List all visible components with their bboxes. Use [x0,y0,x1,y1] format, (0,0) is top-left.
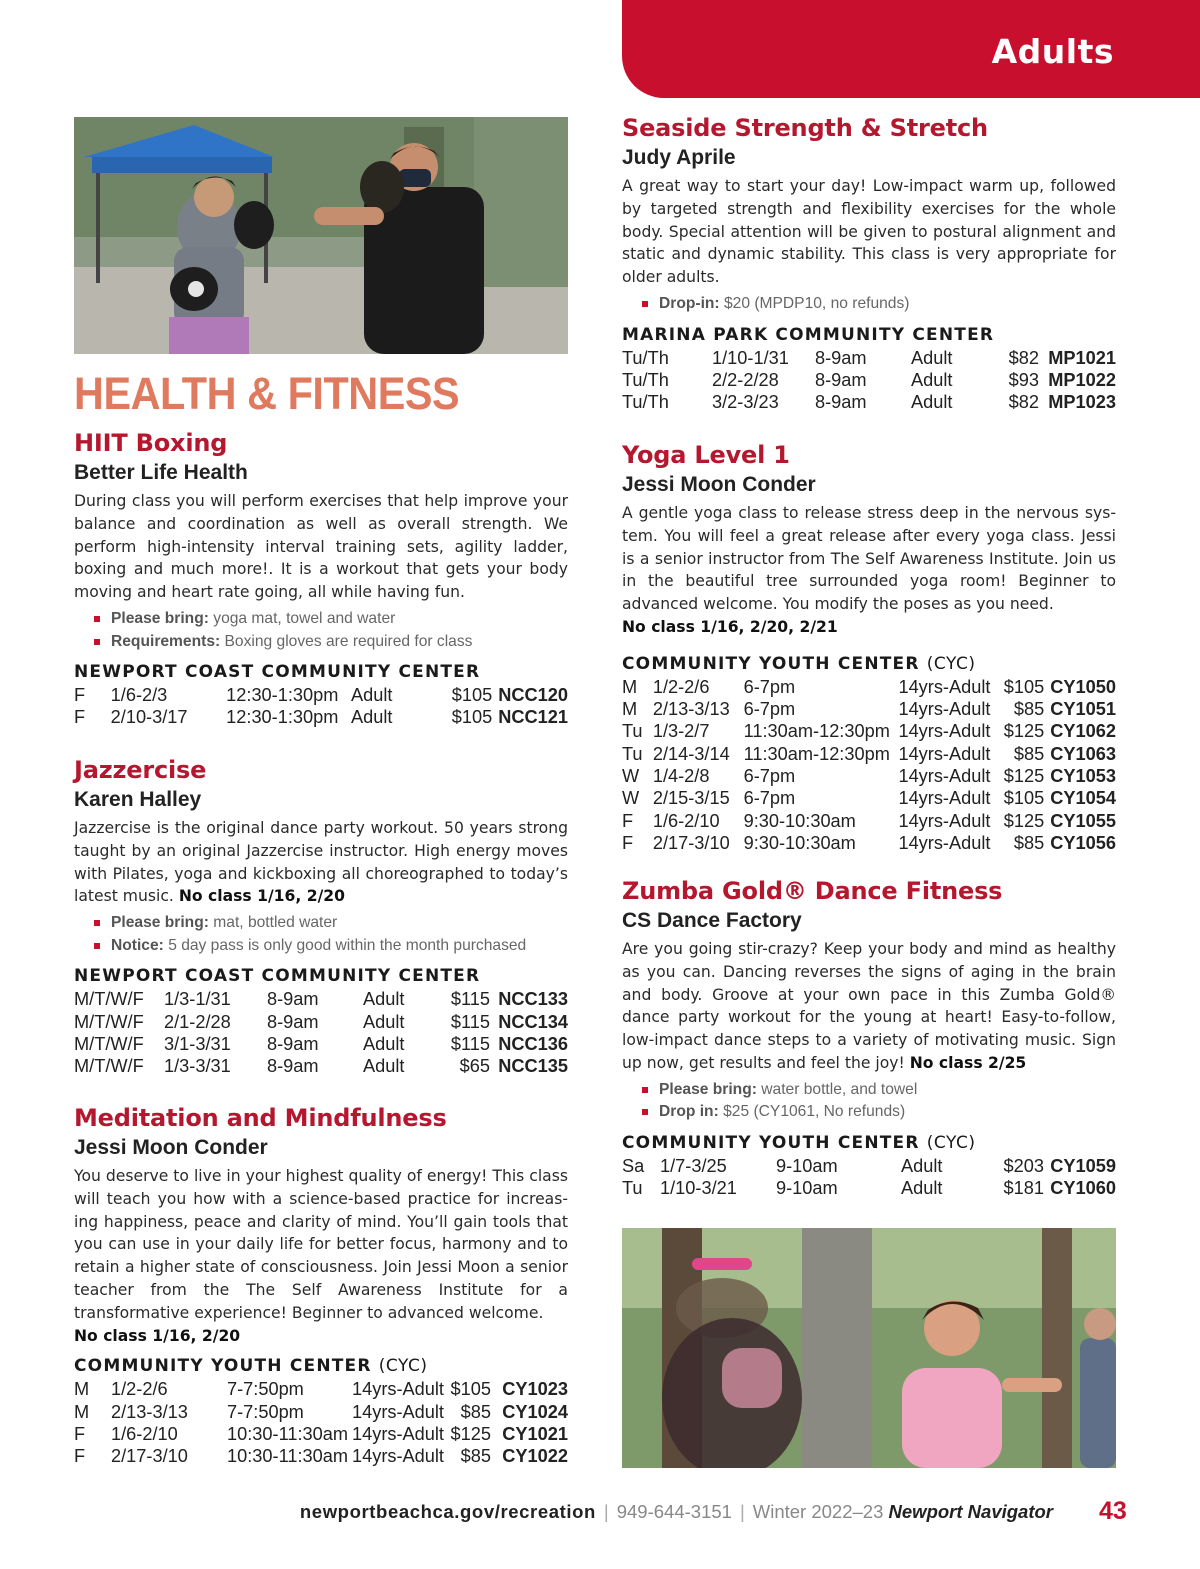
schedule-age: Adult [911,392,953,413]
section-tab-label: Adults [991,32,1114,71]
schedule-row [622,698,1116,720]
location-heading [622,653,1116,675]
note-text: 5 day pass is only good within the month purchased [168,936,527,954]
class-notes [622,293,1116,316]
location-name: NEWPORT COAST COMMUNITY CENTER [74,966,481,987]
section-tab [622,0,1200,98]
footer-separator: | [603,1501,609,1522]
schedule-fee: $65 [459,1056,490,1077]
schedule-dates: 1/10-1/31 [712,347,789,368]
schedule-time: 6-7pm [743,676,796,697]
schedule-day: Tu/Th [622,347,669,368]
schedule-time: 9:30-10:30am [743,832,856,853]
class-zumba-gold [622,876,1116,1200]
schedule-code: CY1063 [1050,743,1116,764]
schedule-dates: 1/4-2/8 [652,765,710,786]
schedule-fee: $85 [1013,699,1045,720]
class-title: Zumba Gold® Dance Fitness [622,877,1003,905]
schedule-dates: 1/6-2/10 [111,1423,178,1444]
schedule-row [622,676,1116,698]
schedule-row [74,1401,568,1423]
note-label: Please bring: [111,914,209,932]
schedule-age: 14yrs-Adult [352,1423,444,1444]
class-title: Jazzercise [74,756,207,784]
class-title: Seaside Strength & Stretch [622,114,988,142]
schedule-row [74,706,568,728]
note-item [94,608,568,631]
schedule-code: CY1024 [502,1401,568,1422]
schedule-day: Tu/Th [622,369,669,390]
section-title: HEALTH & FITNESS [74,368,460,419]
schedule-day: M [622,699,638,720]
schedule-dates: 2/17-3/10 [652,832,730,853]
note-text: water bottle, and towel [761,1080,918,1098]
schedule-row [74,1378,568,1400]
boxing-photo [74,117,568,354]
schedule-fee: $82 [1008,392,1039,413]
class-seaside-strength [622,113,1116,413]
location-heading [622,1132,1116,1154]
schedule-fee: $125 [1003,721,1045,742]
schedule-age: 14yrs-Adult [352,1401,444,1422]
footer-season: Winter 2022–23 [752,1501,884,1522]
class-title: Meditation and Mindfulness [74,1104,447,1132]
schedule-age: 14yrs-Adult [898,810,991,831]
schedule-dates: 3/1-3/31 [164,1033,231,1054]
class-title: Yoga Level 1 [622,441,790,469]
description-text: Are you going stir-crazy? Keep your body and mind as healthy as you can. Dancing reverses the signs of aging in the brain and body. Groove at your own pace in this Zumba Gold® dance party workout for the young at heart! Easy-to-follow, low-impact dance steps to a variety of motivating music. Sign up now, get results and feel the joy! [622,940,1116,1072]
schedule-code: CY1051 [1050,699,1116,720]
schedule-day: M/T/W/F [74,989,144,1010]
schedule-age: Adult [363,1056,405,1077]
note-text: $20 (MPDP10, no refunds) [723,294,910,312]
schedule-code: NCC121 [498,707,568,728]
schedule-dates: 1/6-2/10 [652,810,720,831]
footer-publication: Newport Navigator [888,1501,1053,1522]
schedule-fee: $82 [1008,347,1039,368]
schedule-time: 12:30-1:30pm [226,685,339,706]
schedule-fee: $203 [1003,1155,1044,1176]
schedule-age: 14yrs-Adult [898,743,991,764]
schedule-fee: $85 [460,1446,491,1467]
schedule-fee: $125 [1003,810,1045,831]
schedule-row [74,988,568,1010]
location-abbr: (CYC) [926,653,976,674]
schedule-code: NCC120 [498,685,568,706]
schedule-fee: $105 [1003,788,1045,809]
schedule-time: 8-9am [815,347,867,368]
note-text: $25 (CY1061, No refunds) [723,1103,906,1121]
schedule-time: 10:30-11:30am [227,1446,348,1467]
schedule-fee: $115 [450,1011,490,1032]
schedule-dates: 1/6-2/3 [110,685,168,706]
description-text: A gentle yoga class to release stress deep in the nervous sys-tem. You will feel a great release after every yoga class. Jessi is a senior instructor from The Self Awareness Institute. Join us in the beautiful tree surrounded yoga room! Beginner to advanced welcome. You modify the poses as you need. [622,504,1116,614]
schedule-row [74,1033,568,1055]
schedule-day: M [74,1401,90,1422]
schedule-row [622,743,1116,765]
schedule-code: CY1056 [1050,832,1116,853]
schedule-fee: $85 [1013,743,1045,764]
schedule-row [622,832,1116,854]
schedule-day: F [74,685,86,706]
schedule-code: CY1060 [1050,1178,1116,1199]
schedule-row [74,1011,568,1033]
schedule-code: CY1023 [502,1379,568,1400]
schedule-age: 14yrs-Adult [898,788,991,809]
schedule-time: 12:30-1:30pm [226,707,339,728]
schedule-dates: 1/3-2/7 [652,721,710,742]
note-item [642,293,1116,316]
class-description [622,502,1116,639]
schedule-time: 7-7:50pm [227,1379,304,1400]
schedule-time: 9-10am [776,1155,838,1176]
location-name: COMMUNITY YOUTH CENTER [74,1356,372,1377]
schedule-dates: 2/15-3/15 [652,788,730,809]
schedule-day: F [74,1423,86,1444]
schedule-age: 14yrs-Adult [898,832,991,853]
schedule-code: NCC136 [498,1033,568,1054]
schedule-day: F [622,832,634,853]
schedule-fee: $105 [450,1379,491,1400]
class-instructor: Jessi Moon Conder [74,1136,268,1159]
page-number: 43 [1099,1497,1127,1525]
schedule-day: W [622,788,640,809]
schedule-fee: $125 [1003,765,1045,786]
schedule-age: Adult [911,369,953,390]
schedule-fee: $93 [1008,369,1039,390]
schedule-time: 8-9am [815,392,867,413]
class-description [74,817,568,908]
schedule-age: 14yrs-Adult [898,765,991,786]
schedule-time: 8-9am [267,1011,319,1032]
class-title: HIIT Boxing [74,429,228,457]
schedule-table [622,676,1116,854]
schedule-dates: 1/10-3/21 [660,1178,737,1199]
schedule-age: Adult [363,1011,405,1032]
schedule-day: M/T/W/F [74,1033,144,1054]
note-label: Drop-in: [659,294,720,312]
schedule-code: MP1023 [1048,392,1116,413]
schedule-day: F [622,810,634,831]
page-footer [0,1498,1200,1528]
location-name: NEWPORT COAST COMMUNITY CENTER [74,662,481,683]
schedule-age: 14yrs-Adult [898,699,991,720]
class-description [74,1165,568,1347]
schedule-code: CY1055 [1050,810,1116,831]
note-text: mat, bottled water [213,914,338,932]
note-item [642,1079,1116,1102]
schedule-dates: 2/13-3/13 [652,699,730,720]
schedule-code: NCC133 [498,989,568,1010]
class-instructor: Better Life Health [74,461,248,484]
location-name: MARINA PARK COMMUNITY CENTER [622,324,995,345]
schedule-day: Tu/Th [622,392,669,413]
schedule-code: CY1062 [1050,721,1116,742]
schedule-age: Adult [363,989,405,1010]
note-text: yoga mat, towel and water [213,609,396,627]
schedule-age: Adult [911,347,953,368]
schedule-dates: 2/17-3/10 [111,1446,188,1467]
schedule-age: 14yrs-Adult [898,721,991,742]
no-class-note: No class 2/25 [909,1053,1027,1072]
schedule-row [622,391,1116,413]
no-class-note: No class 1/16, 2/20 [178,887,345,906]
note-label: Requirements: [111,632,221,650]
schedule-table [74,988,568,1077]
note-item [642,1101,1116,1124]
schedule-code: MP1022 [1048,369,1116,390]
note-item [94,631,568,654]
class-jazzercise [74,755,568,1078]
footer-text [300,1501,1053,1523]
schedule-row [74,1445,568,1467]
schedule-age: Adult [363,1033,405,1054]
schedule-code: NCC134 [498,1011,568,1032]
dance-fitness-photo [622,1228,1116,1468]
location-heading [74,661,568,683]
schedule-code: CY1021 [502,1423,568,1444]
note-label: Please bring: [111,609,209,627]
footer-url[interactable]: newportbeachca.gov/recreation [299,1501,596,1522]
schedule-table [74,684,568,729]
schedule-day: W [622,765,640,786]
schedule-time: 11:30am-12:30pm [743,743,890,764]
schedule-dates: 2/10-3/17 [110,707,188,728]
schedule-dates: 1/7-3/25 [660,1155,727,1176]
schedule-fee: $115 [450,989,490,1010]
schedule-day: F [74,707,86,728]
schedule-time: 7-7:50pm [227,1401,304,1422]
schedule-dates: 2/2-2/28 [712,369,779,390]
schedule-code: CY1054 [1050,788,1116,809]
schedule-code: CY1022 [502,1446,568,1467]
class-instructor: Karen Halley [74,788,202,811]
schedule-row [622,1155,1116,1177]
schedule-dates: 2/14-3/14 [652,743,730,764]
location-abbr: (CYC) [926,1132,976,1153]
no-class-note: No class 1/16, 2/20 [74,1326,241,1345]
schedule-day: M [622,676,638,697]
note-label: Notice: [111,936,164,954]
schedule-code: CY1059 [1050,1155,1116,1176]
class-notes [622,1079,1116,1124]
schedule-code: CY1053 [1050,765,1116,786]
schedule-row [622,347,1116,369]
schedule-dates: 2/13-3/13 [111,1401,188,1422]
class-instructor: Jessi Moon Conder [622,473,816,496]
no-class-note: No class 1/16, 2/20, 2/21 [622,617,838,636]
schedule-fee: $105 [451,707,493,728]
schedule-time: 9:30-10:30am [743,810,856,831]
schedule-dates: 1/3-1/31 [164,989,231,1010]
schedule-age: 14yrs-Adult [898,676,991,697]
schedule-age: 14yrs-Adult [352,1446,444,1467]
schedule-age: Adult [350,685,393,706]
schedule-age: Adult [901,1155,943,1176]
schedule-dates: 2/1-2/28 [164,1011,231,1032]
location-heading [74,1355,568,1377]
schedule-row [622,765,1116,787]
schedule-time: 8-9am [267,989,319,1010]
schedule-time: 11:30am-12:30pm [743,721,890,742]
schedule-fee: $115 [450,1033,490,1054]
schedule-fee: $85 [1013,832,1045,853]
schedule-code: MP1021 [1048,347,1116,368]
location-name: COMMUNITY YOUTH CENTER [622,1132,920,1153]
schedule-day: Tu [622,743,643,764]
schedule-time: 8-9am [267,1056,319,1077]
footer-separator: | [739,1501,745,1522]
schedule-fee: $105 [451,685,493,706]
footer-phone: 949-644-3151 [616,1501,732,1522]
schedule-row [74,1423,568,1445]
schedule-dates: 1/2-2/6 [111,1379,168,1400]
schedule-time: 6-7pm [743,699,796,720]
class-description: A great way to start your day! Low-impact warm up, followed by targeted strength and flexibility exercises for the whole body. Special attention will be given to postural alignment and static and dynamic stability. This class is very appropriate for older adults. [622,177,1116,287]
class-instructor: Judy Aprile [622,146,736,169]
schedule-day: M [74,1379,90,1400]
schedule-fee: $105 [1003,676,1045,697]
schedule-age: 14yrs-Adult [352,1379,444,1400]
schedule-row [74,1055,568,1077]
schedule-fee: $125 [450,1423,491,1444]
schedule-time: 6-7pm [743,765,796,786]
schedule-dates: 1/3-3/31 [164,1056,231,1077]
class-notes [74,912,568,957]
note-item [94,935,568,958]
schedule-day: F [74,1446,86,1467]
location-abbr: (CYC) [378,1356,428,1377]
class-meditation [74,1103,568,1468]
schedule-row [622,720,1116,742]
schedule-table [622,347,1116,414]
schedule-time: 8-9am [815,369,867,390]
schedule-age: Adult [350,707,393,728]
location-heading [622,324,1116,346]
location-name: COMMUNITY YOUTH CENTER [622,653,920,674]
note-item [94,912,568,935]
schedule-dates: 1/2-2/6 [652,676,710,697]
schedule-code: CY1050 [1050,676,1116,697]
schedule-day: M/T/W/F [74,1011,144,1032]
description-text: Jazzercise is the original dance party workout. 50 years strong taught by an original Jazzercise instructor. High energy moves with Pilates, yoga and kickboxing all choreographed to today’s latest music. [74,819,568,906]
class-description [622,938,1116,1075]
schedule-row [74,684,568,706]
schedule-fee: $85 [460,1401,491,1422]
schedule-row [622,1177,1116,1199]
schedule-time: 10:30-11:30am [227,1423,348,1444]
class-hiit-boxing [74,428,568,729]
schedule-dates: 3/2-3/23 [712,392,779,413]
schedule-day: Sa [622,1155,645,1176]
class-instructor: CS Dance Factory [622,909,802,932]
schedule-table [622,1155,1116,1200]
description-text: You deserve to live in your highest quality of energy! This class will teach you how with a science-based practice for increas-ing happiness, peace and clarity of mind. You’ll gain tools that you can use in your daily life for better focus, harmony and to retain a higher state of consciousness. Join Jessi Moon a senior teacher from the The Self Awareness Institute for a transformative experience! Beginner to advanced welcome. [74,1167,568,1322]
class-yoga-level-1 [622,440,1116,854]
schedule-age: Adult [901,1178,943,1199]
note-text: Boxing gloves are required for class [224,632,473,650]
note-label: Please bring: [659,1080,757,1098]
schedule-day: Tu [622,721,643,742]
schedule-time: 8-9am [267,1033,319,1054]
schedule-time: 6-7pm [743,788,796,809]
schedule-code: NCC135 [498,1056,568,1077]
schedule-row [622,787,1116,809]
schedule-day: M/T/W/F [74,1056,144,1077]
class-description: During class you will perform exercises that help improve your balance and coordination as well as overall strength. We perform high-intensity interval training sets, agility ladder, boxing and much more!. It is a workout that gets your body moving and heart rate going, all while having fun. [74,492,568,602]
schedule-day: Tu [622,1178,643,1199]
schedule-time: 9-10am [776,1178,838,1199]
schedule-table [74,1378,568,1467]
schedule-fee: $181 [1003,1178,1044,1199]
schedule-row [622,369,1116,391]
schedule-row [622,810,1116,832]
class-notes [74,608,568,653]
location-heading [74,965,568,987]
note-label: Drop in: [659,1103,719,1121]
